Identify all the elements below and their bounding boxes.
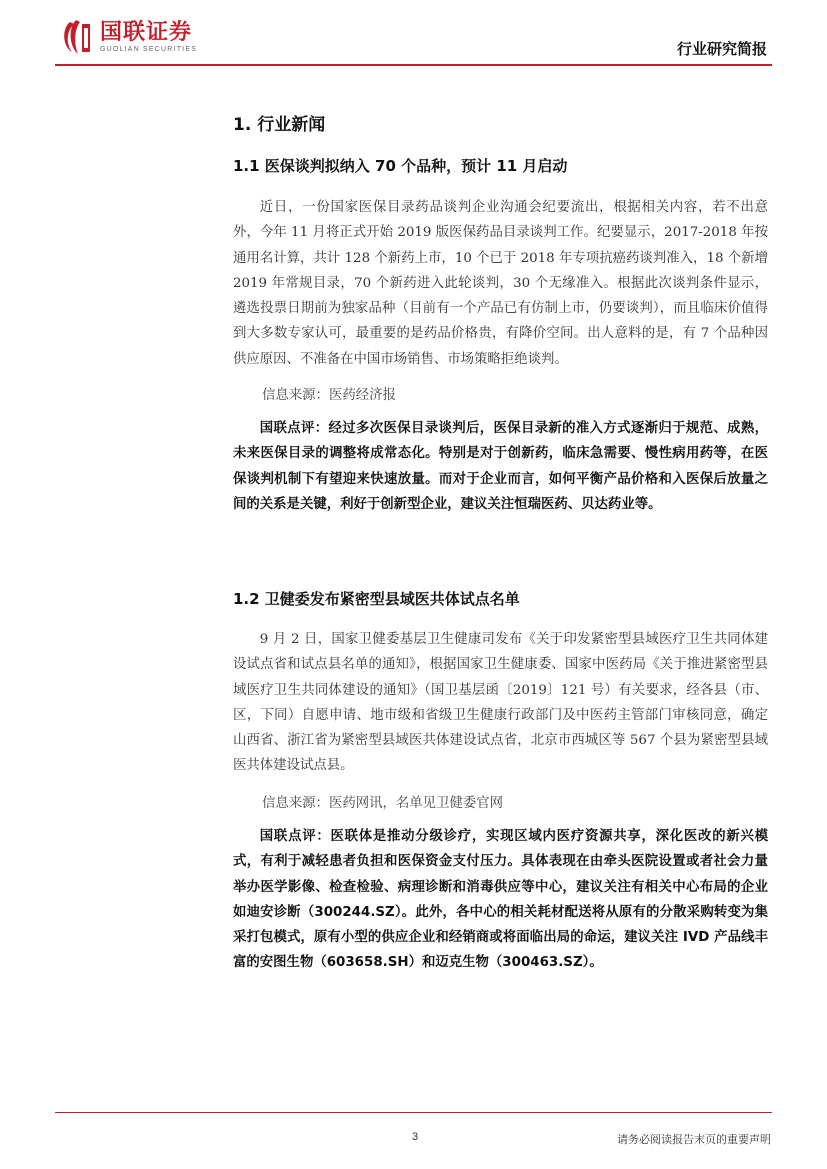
news-2-comment: 国联点评：医联体是推动分级诊疗，实现区域内医疗资源共享，深化医改的新兴模式，有利于减轻患者负担和医保资金支付压力。具体表现在由牵头医院设置或者社会力量举办医学影像、检查检验、病理诊断和消毒供应等中心，建议关注有相关中心布局的企业如迪安诊断（300244.SZ）。此外，各中心的相关耗材配送将从原有的分散采购转变为集采打包模式，原有小型的供应企业和经销商或将面临出局的命运，建议关注 IVD 产品线丰富的安图生物（603658.SH）和迈克生物（300463.SZ）。 [233,829,768,971]
news-2-title: 1.2 卫健委发布紧密型县域医共体试点名单 [233,590,520,608]
section-title: 1. 行业新闻 [233,115,326,135]
company-logo [60,18,197,56]
news-2-source: 信息来源：医药网讯，名单见卫健委官网 [262,796,504,811]
logo-chinese-name: 国联证券 [100,20,193,45]
news-1-source: 信息来源：医药经济报 [262,388,396,403]
logo-emblem-icon [60,18,94,56]
logo-english-name: GUOLIAN SECURITIES [100,46,198,53]
footer-divider [55,1112,772,1113]
page-header [0,0,827,70]
header-divider [55,64,772,66]
footer-disclaimer: 请务必阅读报告末页的重要声明 [617,1133,771,1146]
report-type-label: 行业研究简报 [676,40,767,58]
news-1-title: 1.1 医保谈判拟纳入 70 个品种，预计 11 月启动 [233,157,568,175]
news-1-comment: 国联点评：经过多次医保目录谈判后，医保目录新的准入方式逐渐归于规范、成熟，未来医保目录的调整将成常态化。特别是对于创新药，临床急需要、慢性病用药等，在医保谈判机制下有望迎来快速放量。而对于企业而言，如何平衡产品价格和入医保后放量之间的关系是关键，利好于创新型企业，建议关注恒瑞医药、贝达药业等。 [233,421,768,512]
news-1-body: 近日，一份国家医保目录药品谈判企业沟通会纪要流出，根据相关内容，若不出意外，今年 11 月将正式开始 2019 版医保药品目录谈判工作。纪要显示，2017-2018 年按通用名计算，共计 128 个新药上市，10 个已于 2018 年专项抗癌药谈判准入，18 个新增 2019 年常规目录，70 个新药进入此轮谈判，30 个无缘准入。根据此次谈判条件显示，遴选投票日期前为独家品种（目前有一个产品已有仿制上市，仍要谈判），而且临床价值得到大多数专家认可，最重要的是药品价格贵，有降价空间。出人意料的是，有 7 个品种因供应原因、不准备在中国市场销售、市场策略拒绝谈判。 [233,200,768,367]
news-2-body: 9 月 2 日，国家卫健委基层卫生健康司发布《关于印发紧密型县域医疗卫生共同体建设试点省和试点县名单的通知》，根据国家卫生健康委、国家中医药局《关于推进紧密型县域医疗卫生共同体建设的通知》（国卫基层函〔2019〕121 号）有关要求，经各县（市、区，下同）自愿申请、地市级和省级卫生健康行政部门及中医药主管部门审核同意，确定山西省、浙江省为紧密型县域医共体建设试点省，北京市西城区等 567 个县为紧密型县域医共体建设试点县。 [233,632,768,774]
page-number: 3 [411,1131,419,1143]
